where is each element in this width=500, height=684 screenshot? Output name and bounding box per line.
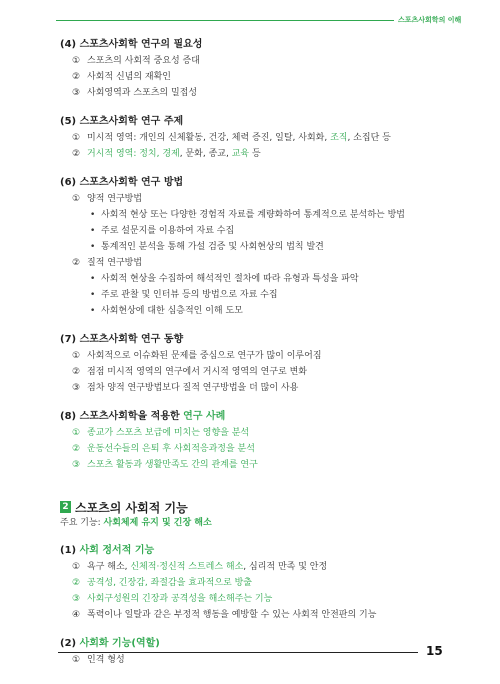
text-run: (1) [60,545,80,556]
text-run: 사회적 신념의 재확인 [87,72,171,82]
text-run: , 문화, 종교, [179,149,232,159]
text-run: 사회현상에 대한 심층적인 이해 도모 [101,306,243,316]
item-marker: ② [72,367,81,377]
bullet-item [60,207,460,223]
page-number: 15 [426,644,443,658]
numbered-item [60,652,460,668]
text-run: 사회적으로 이슈화된 문제를 중심으로 연구가 많이 이루어짐 [87,351,322,361]
chapter-subtitle-value: 사회체제 유지 및 긴장 해소 [103,518,212,528]
section-heading [60,409,460,425]
text-run: , 소집단 등 [347,133,391,143]
numbered-item [60,69,460,85]
item-marker: ① [72,56,81,66]
item-marker: ③ [72,383,81,393]
text-run: 사회구성원의 긴장과 공격성을 해소해주는 기능 [87,594,273,604]
item-marker: ① [72,351,81,361]
numbered-item [60,380,460,396]
text-run: (5) 스포츠사회학 연구 주제 [60,116,184,127]
section-heading [60,543,460,559]
text-run: 사회적 현상을 수집하여 해석적인 절차에 따라 유형과 특성을 파악 [101,274,359,284]
text-run: 질적 연구방법 [87,258,143,268]
header-rule [56,20,394,21]
numbered-item [60,607,460,623]
item-marker: ② [72,444,81,454]
numbered-item [60,85,460,101]
numbered-item [60,457,460,473]
item-marker: ② [72,72,81,82]
text-run: 정치, 경제 [139,149,180,159]
section-heading [60,114,460,130]
bullet-item [60,223,460,239]
numbered-item [60,575,460,591]
text-run: (2) [60,638,80,649]
item-marker: ③ [72,460,81,470]
text-run: (4) 스포츠사회학 연구의 필요성 [60,39,203,50]
section-heading [60,332,460,348]
text-run: 조직 [330,133,348,143]
text-run: 연구 사례 [183,411,226,422]
numbered-item [60,364,460,380]
item-marker: ① [72,133,81,143]
numbered-item [60,425,460,441]
bullet-item [60,287,460,303]
item-marker: ① [72,655,81,665]
footer-rule [58,652,418,653]
chapter-heading [60,498,460,516]
numbered-item [60,130,460,146]
numbered-item [60,441,460,457]
item-marker: ① [72,194,81,204]
bullet-item [60,303,460,319]
text-run: 스포츠 활동과 생활만족도 간의 관계를 연구 [87,460,258,470]
text-run: (7) 스포츠사회학 연구 동향 [60,334,184,345]
text-run: 사회 정서적 기능 [79,545,155,556]
item-marker: ① [72,428,81,438]
chapter-subtitle-label: 주요 기능: [60,518,104,528]
text-run: , 심리적 만족 및 안정 [243,562,328,572]
text-run: 주로 관찰 및 인터뷰 등의 방법으로 자료 수집 [101,290,278,300]
text-run: 점차 양적 연구방법보다 질적 연구방법을 더 많이 사용 [87,383,299,393]
numbered-item [60,53,460,69]
numbered-item [60,191,460,207]
numbered-item [60,559,460,575]
text-run: 폭력이나 일탈과 같은 부정적 행동을 예방할 수 있는 사회적 안전판의 기능 [87,610,377,620]
part-sections-4-8 [60,37,460,473]
text-run: 신체적·정신적 스트레스 해소 [130,562,244,572]
text-run: (8) 스포츠사회학을 적용한 [60,411,184,422]
item-marker: ② [72,149,81,159]
item-marker: ④ [72,610,81,620]
bullet-item [60,239,460,255]
text-run: 스포츠의 사회적 중요성 증대 [87,56,200,66]
chapter-number-badge: 2 [60,501,71,513]
numbered-item [60,348,460,364]
numbered-item [60,255,460,271]
section-heading [60,37,460,53]
text-run: 양적 연구방법 [87,194,143,204]
item-marker: ③ [72,88,81,98]
running-header: 스포츠사회학의 이해 [398,16,462,24]
text-run: (6) 스포츠사회학 연구 방법 [60,177,184,188]
item-marker: ② [72,578,81,588]
text-run: 종교가 스포츠 보급에 미치는 영향을 분석 [87,428,250,438]
text-run: 욕구 해소, [87,562,131,572]
section-heading [60,636,460,652]
text-run: 인격 형성 [87,655,125,665]
item-marker: ① [72,562,81,572]
chapter-subtitle [60,516,460,530]
item-marker: ② [72,258,81,268]
text-run: 거시적 영역: [87,149,140,159]
text-run: 미시적 영역: 개인의 신체활동, 건강, 체력 증진, 일탈, 사회화, [87,133,331,143]
text-run: 통계적인 분석을 통해 가설 검증 및 사회현상의 법칙 발견 [101,242,324,252]
chapter-title: 스포츠의 사회적 기능 [75,500,188,515]
text-run: 교육 [231,149,250,159]
text-run: 사회영역과 스포츠의 밀접성 [87,88,198,98]
page-content [60,37,460,668]
text-run: 사회화 기능(역할) [79,638,160,649]
text-run: 공격성, 긴장감, 좌절감을 효과적으로 방출 [87,578,252,588]
section-heading [60,175,460,191]
numbered-item [60,146,460,162]
numbered-item [60,591,460,607]
text-run: 점점 미시적 영역의 연구에서 거시적 영역의 연구로 변화 [87,367,307,377]
bullet-item [60,271,460,287]
text-run: 주로 설문지를 이용하여 자료 수집 [101,226,235,236]
text-run: 사회적 현상 또는 다양한 경험적 자료를 계량화하여 통계적으로 분석하는 방법 [101,210,405,220]
text-run: 등 [249,149,261,159]
item-marker: ③ [72,594,81,604]
part-chapter-2-sections [60,543,460,668]
text-run: 운동선수들의 은퇴 후 사회적응과정을 분석 [87,444,255,454]
